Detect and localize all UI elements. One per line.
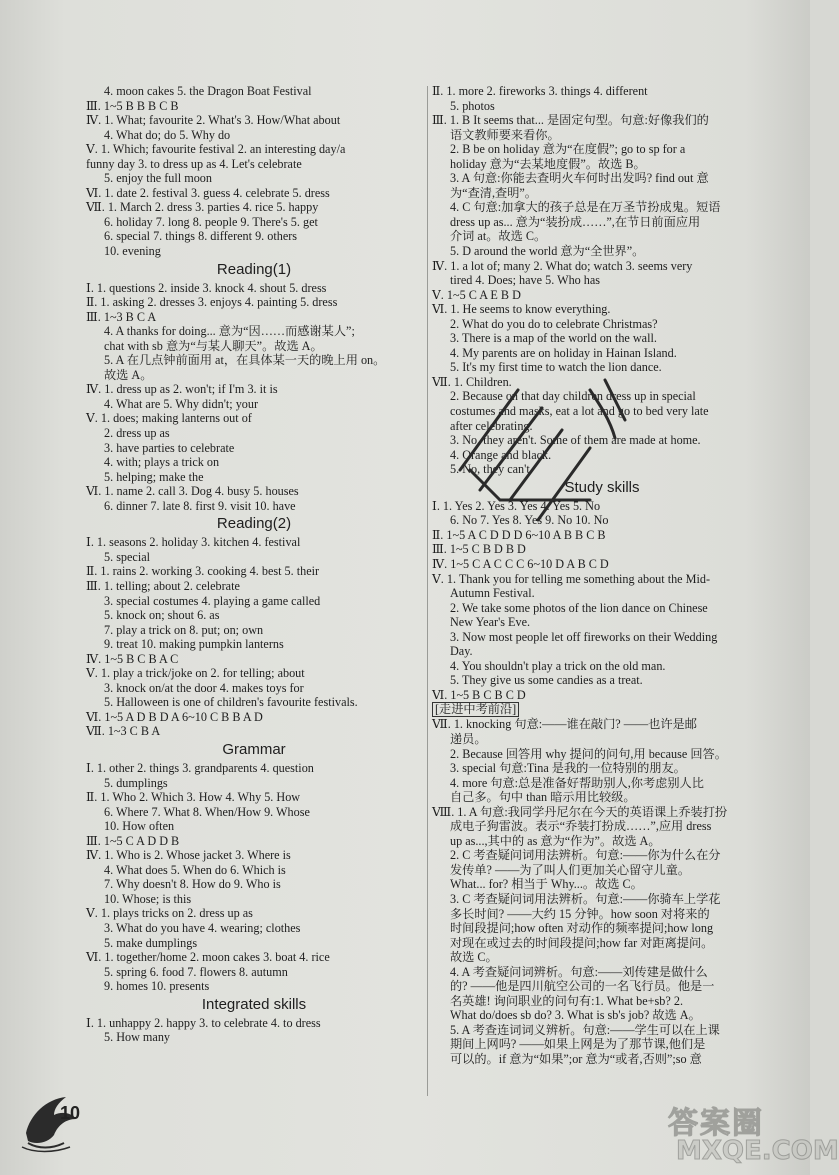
- answer-line: 名英雄! 询问职业的问句有:1. What be+sb? 2.: [450, 993, 683, 1008]
- answer-line: 5. helping; make the: [104, 469, 204, 484]
- answer-line: Ⅰ. 1. other 2. things 3. grandparents 4. question: [86, 760, 314, 775]
- answer-line: dress up as... 意为“装扮成……”,在节日前面应用: [450, 214, 701, 229]
- answer-line: 5. special: [104, 549, 151, 564]
- answer-line: 5. They give us some candies as a treat.: [450, 673, 643, 688]
- answer-line: 多长时间? ——大约 15 分钟。how soon 对将来的: [450, 906, 710, 921]
- answer-line: 语文教师要来看你。: [450, 127, 560, 142]
- section-label-boxed: [走进中考前沿]: [432, 702, 519, 717]
- answer-line: 介词 at。故选 C。: [450, 229, 547, 244]
- answer-line: Ⅱ. 1. more 2. fireworks 3. things 4. different: [432, 84, 648, 98]
- answer-line: Day.: [450, 644, 473, 659]
- answer-line: 4. C 句意:加拿大的孩子总是在万圣节扮成鬼。短语: [450, 200, 721, 215]
- answer-line: holiday 意为“去某地度假”。故选 B。: [450, 156, 646, 171]
- answer-line: 3. There is a map of the world on the wall.: [450, 331, 657, 346]
- answer-line: 4. What do; do 5. Why do: [104, 127, 231, 142]
- answer-line: Ⅲ. 1~3 B C A: [86, 309, 157, 324]
- answer-line: 4. with; plays a trick on: [104, 455, 220, 470]
- answer-line: 5. No, they can't.: [450, 462, 533, 477]
- answer-line: Ⅶ. 1~3 C B A: [86, 724, 161, 739]
- answer-line: Ⅵ. 1. together/home 2. moon cakes 3. boat 4. rice: [86, 950, 330, 965]
- answer-line: 7. Why doesn't 8. How do 9. Who is: [104, 877, 281, 892]
- watermark-logo: [668, 1098, 839, 1168]
- answer-line: Ⅰ. 1. Yes 2. Yes 3. Yes 4. Yes 5. No: [432, 498, 601, 513]
- answer-line: 5. D around the world 意为“全世界”。: [450, 244, 645, 259]
- answer-line: Ⅳ. 1. Who is 2. Whose jacket 3. Where is: [86, 848, 291, 863]
- answer-line: funny day 3. to dress up as 4. Let's celebrate: [86, 156, 302, 171]
- answer-line: Ⅳ. 1. What; favourite 2. What's 3. How/What about: [86, 113, 341, 128]
- answer-line: Ⅰ. 1. unhappy 2. happy 3. to celebrate 4. to dress: [86, 1015, 321, 1030]
- answer-line: 5. A 在几点钟前面用 at，在具体某一天的晚上用 on。: [104, 353, 386, 368]
- answer-line: Ⅵ. 1~5 B C B C D: [432, 687, 526, 702]
- answer-line: 7. play a trick on 8. put; on; own: [104, 622, 264, 637]
- answer-line: 5. photos: [450, 98, 495, 113]
- answer-line: Ⅴ. 1~5 C A E B D: [432, 287, 521, 302]
- answer-line: 6. special 7. things 8. different 9. others: [104, 229, 298, 244]
- answer-line: 3. Now most people let off fireworks on their Wedding: [450, 629, 718, 644]
- answer-line: after celebrating.: [450, 418, 533, 433]
- answer-line: 4. A 考查疑问词辨析。句意:——刘传建是做什么: [450, 964, 708, 979]
- answer-line: 2. dress up as: [104, 426, 170, 441]
- answer-line: Ⅷ. 1. A 句意:我同学丹尼尔在今天的英语课上乔装打扮: [432, 804, 728, 819]
- answer-line: 9. treat 10. making pumpkin lanterns: [104, 637, 284, 652]
- answer-line: 故选 A。: [104, 367, 153, 382]
- answer-line: 4. moon cakes 5. the Dragon Boat Festival: [104, 84, 312, 98]
- answer-line: 5. dumplings: [104, 775, 168, 790]
- answer-line: Ⅵ. 1. name 2. call 3. Dog 4. busy 5. houses: [86, 484, 299, 499]
- answer-line: Ⅱ. 1. asking 2. dresses 3. enjoys 4. painting 5. dress: [86, 295, 338, 310]
- answer-line: 4. A thanks for doing... 意为“因……而感谢某人”;: [104, 324, 355, 339]
- answer-line: 2. We take some photos of the lion dance on Chinese: [450, 600, 708, 615]
- answer-line: 5. make dumplings: [104, 935, 198, 950]
- answer-line: 2. Because on that day children dress up in special: [450, 389, 696, 404]
- answer-line: tired 4. Does; have 5. Who has: [450, 273, 601, 288]
- answer-line: 6. No 7. Yes 8. Yes 9. No 10. No: [450, 513, 609, 528]
- answer-line: Ⅰ. 1. questions 2. inside 3. knock 4. shout 5. dress: [86, 280, 327, 295]
- answer-line: 成电子狗雷波。表示“乔装打扮成……”,应用 dress: [450, 819, 712, 834]
- answer-line: 时间段提问;how often 对动作的频率提问;how long: [450, 921, 714, 936]
- answer-line: 故选 C。: [450, 950, 498, 965]
- answer-line: 10. evening: [104, 244, 161, 259]
- answer-line: 5. How many: [104, 1030, 171, 1045]
- answer-line: 2. C 考查疑问词用法辨析。句意:——你为什么在分: [450, 848, 721, 863]
- right-column: [432, 84, 772, 1067]
- answer-line: Ⅱ. 1. rains 2. working 3. cooking 4. best 5. their: [86, 564, 320, 579]
- answer-line: 5. A 考查连词词义辨析。句意:——学生可以在上课: [450, 1022, 720, 1037]
- answer-line: 5. It's my first time to watch the lion dance.: [450, 360, 662, 375]
- answer-line: 3. A 句意:你能去查明火车何时出发吗? find out 意: [450, 171, 709, 186]
- answer-line: 2. What do you do to celebrate Christmas?: [450, 316, 658, 331]
- left-column: [86, 84, 422, 1045]
- page-number: 10: [60, 1103, 81, 1123]
- answer-line: 2. Because 回答用 why 提问的问句,用 because 回答。: [450, 746, 727, 761]
- answer-line: 发传单? ——为了叫人们更加关心留守儿童。: [450, 862, 691, 877]
- answer-line: 6. dinner 7. late 8. first 9. visit 10. have: [104, 498, 296, 513]
- answer-line: 3. What do you have 4. wearing; clothes: [104, 920, 301, 935]
- answer-line: Ⅵ. 1. date 2. festival 3. guess 4. celebrate 5. dress: [86, 185, 330, 200]
- answer-line: 3. C 考查疑问词用法辨析。句意:——你骑车上学花: [450, 891, 721, 906]
- answer-line: Ⅴ. 1. does; making lanterns out of: [86, 411, 252, 426]
- answer-line: 递员。: [450, 731, 487, 746]
- answer-line: Ⅱ. 1~5 A C D D D 6~10 A B B C B: [432, 527, 606, 542]
- answer-line: Ⅲ. 1~5 B B B C B: [86, 98, 179, 113]
- answer-line: chat with sb 意为“与某人聊天”。故选 A。: [104, 338, 323, 353]
- answer-line: 6. Where 7. What 8. When/How 9. Whose: [104, 804, 310, 819]
- answer-line: 10. Whose; is this: [104, 891, 192, 906]
- answer-line: 4. Orange and black.: [450, 447, 552, 462]
- answer-line: 4. You shouldn't play a trick on the old man.: [450, 658, 666, 673]
- answer-line: Ⅲ. 1~5 C A D D B: [86, 833, 180, 848]
- answer-line: 4. My parents are on holiday in Hainan Island.: [450, 345, 677, 360]
- section-heading: Study skills: [564, 478, 640, 496]
- answer-line: Ⅳ. 1. dress up as 2. won't; if I'm 3. it is: [86, 382, 278, 397]
- answer-line: Ⅶ. 1. March 2. dress 3. parties 4. rice 5. happy: [86, 200, 319, 215]
- answer-line: Ⅳ. 1~5 C A C C C 6~10 D A B C D: [432, 556, 609, 571]
- answer-line: 5. Halloween is one of children's favourite festivals.: [104, 695, 358, 710]
- answer-line: 6. holiday 7. long 8. people 9. There's 5. get: [104, 214, 318, 229]
- answer-line: New Year's Eve.: [450, 615, 531, 630]
- answer-line: Ⅵ. 1~5 A D B D A 6~10 C B B A D: [86, 709, 263, 724]
- answer-line: Ⅳ. 1. a lot of; many 2. What do; watch 3. seems very: [432, 258, 693, 273]
- answer-line: 10. How often: [104, 819, 175, 834]
- answer-line: 9. homes 10. presents: [104, 979, 210, 994]
- section-heading: Integrated skills: [201, 995, 307, 1013]
- section-heading: Reading(2): [216, 515, 292, 533]
- answer-line: What do/does sb do? 3. What is sb's job? 故选 A。: [450, 1008, 701, 1023]
- answer-line: 自己多。句中 than 暗示用比较级。: [450, 790, 636, 805]
- answer-line: 期间上网吗? ——如果上网是为了那节课,他们是: [450, 1037, 706, 1052]
- answer-line: 5. spring 6. food 7. flowers 8. autumn: [104, 964, 288, 979]
- watermark-top-text: 答案圈: [668, 1106, 764, 1141]
- answer-line: Autumn Festival.: [450, 586, 535, 601]
- answer-line: 4. What does 5. When do 6. Which is: [104, 862, 286, 877]
- answer-line: 3. No, they aren't. Some of them are made at home.: [450, 433, 701, 448]
- answer-line: costumes and masks, eat a lot and go to bed very late: [450, 404, 709, 419]
- answer-line: Ⅶ. 1. knocking 句意:——谁在敲门? ——也许是邮: [432, 717, 697, 732]
- watermark-bottom-text: MXQE.COM: [676, 1136, 839, 1166]
- answer-line: Ⅴ. 1. Thank you for telling me something about the Mid-: [432, 571, 711, 586]
- answer-line: Ⅰ. 1. seasons 2. holiday 3. kitchen 4. festival: [86, 535, 301, 550]
- boxed-label-line: [432, 702, 772, 717]
- answer-line: 的? ——他是四川航空公司的一名飞行员。他是一: [450, 979, 715, 994]
- answer-line: Ⅶ. 1. Children.: [432, 374, 512, 389]
- answer-line: Ⅴ. 1. Which; favourite festival 2. an interesting day/a: [86, 142, 346, 157]
- answer-line: 4. What are 5. Why didn't; your: [104, 396, 259, 411]
- answer-line: 对现在或过去的时间段提问;how far 对距离提问。: [450, 935, 714, 950]
- answer-line: What... for? 相当于 Why...。故选 C。: [450, 877, 643, 892]
- answer-line: 5. knock on; shout 6. as: [104, 608, 220, 623]
- answer-line: 2. B be on holiday 意为“在度假”; go to sp for a: [450, 142, 686, 157]
- answer-line: Ⅱ. 1. Who 2. Which 3. How 4. Why 5. How: [86, 790, 301, 805]
- answer-line: 可以的。if 意为“如果”;or 意为“或者,否则”;so 意: [450, 1052, 702, 1066]
- answer-line: 5. enjoy the full moon: [104, 171, 212, 186]
- answer-line: up as...,其中的 as 意为“作为”。故选 A。: [450, 833, 661, 848]
- answer-line: Ⅴ. 1. play a trick/joke on 2. for telling; about: [86, 666, 305, 681]
- answer-line: Ⅴ. 1. plays tricks on 2. dress up as: [86, 906, 253, 921]
- answer-line: Ⅲ. 1. B It seems that... 是固定句型。句意:好像我们的: [432, 113, 709, 128]
- answer-line: 3. special 句意:Tina 是我的一位特别的朋友。: [450, 761, 686, 776]
- column-divider: [427, 86, 428, 1096]
- answer-line: 3. have parties to celebrate: [104, 440, 235, 455]
- answer-line: 4. more 句意:总是准备好帮助别人,你考虑别人比: [450, 775, 704, 790]
- section-heading: Reading(1): [216, 260, 292, 278]
- answer-line: 3. special costumes 4. playing a game called: [104, 593, 321, 608]
- answer-line: Ⅵ. 1. He seems to know everything.: [432, 302, 611, 317]
- answer-line: Ⅲ. 1~5 C B D B D: [432, 542, 526, 557]
- answer-line: 3. knock on/at the door 4. makes toys for: [104, 680, 304, 695]
- answer-line: Ⅳ. 1~5 B C B A C: [86, 651, 179, 666]
- answer-line: 为“查清,查明”。: [450, 185, 537, 200]
- section-heading: Grammar: [222, 740, 286, 758]
- answer-line: Ⅲ. 1. telling; about 2. celebrate: [86, 578, 240, 593]
